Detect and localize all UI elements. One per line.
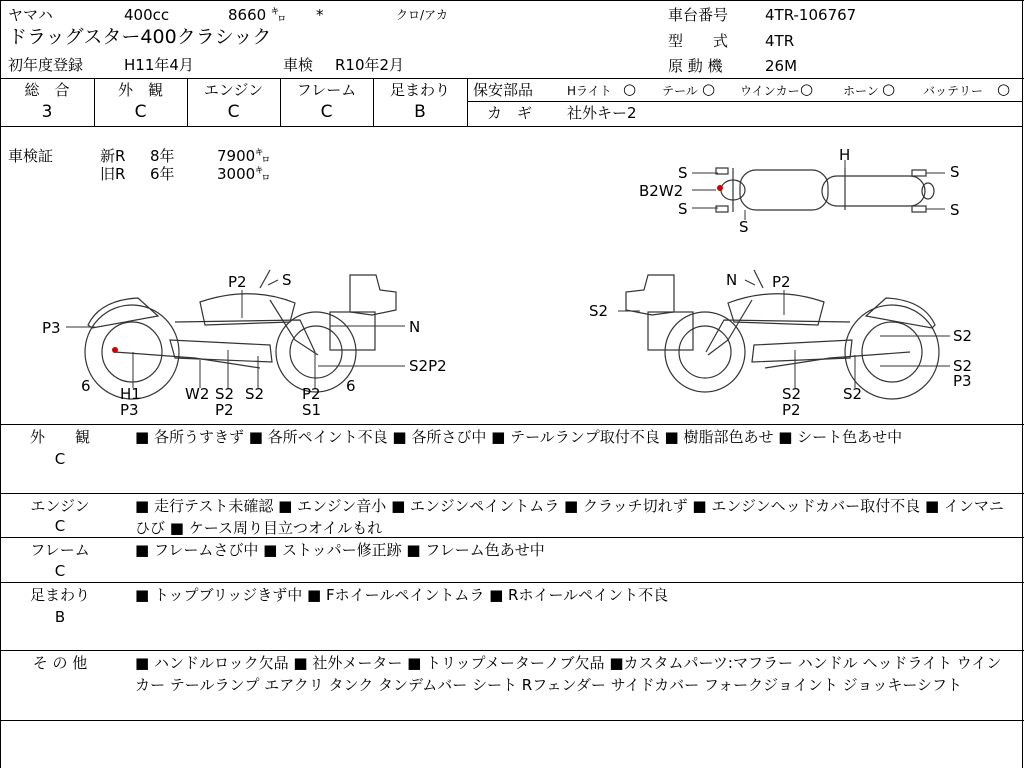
grade-exterior: C [134, 102, 147, 122]
section-engine-grade: C [54, 517, 66, 535]
displacement: 400cc [124, 6, 170, 24]
right-side-leader-lines [618, 280, 950, 388]
right-label-n: N [726, 271, 738, 289]
section-other-label: そ の 他 [32, 654, 88, 672]
left-label-p3: P3 [42, 319, 61, 337]
right-label-s2-rear: S2 [843, 385, 863, 403]
safety-ok-headlight: ○ [623, 80, 637, 98]
type-value: 4TR [765, 32, 795, 50]
safety-ok-horn: ○ [882, 80, 896, 98]
shaken-old-label: 旧R [100, 165, 126, 183]
left-label-s1: S1 [302, 401, 322, 419]
top-label-s4: S [950, 163, 960, 181]
left-label-6-rear: 6 [346, 377, 356, 395]
top-label-s2: B2W2 [639, 182, 684, 200]
top-view-leader-lines [692, 160, 945, 220]
grade-frame: C [320, 102, 333, 122]
right-label-s2-bottom: S2 [782, 385, 802, 403]
safety-ok-tail: ○ [702, 80, 716, 98]
left-label-p2-top: P2 [228, 273, 247, 291]
grade-header-engine: エンジン [203, 81, 264, 99]
left-label-p2-bottom: P2 [215, 401, 234, 419]
section-suspension-label: 足まわり [29, 586, 90, 604]
left-label-s2-a: S2 [215, 385, 235, 403]
left-label-p3-bottom: P3 [120, 401, 139, 419]
top-label-s3: S [678, 200, 688, 218]
right-label-s2-b: S2 [953, 357, 973, 375]
inspection-label: 車検 [283, 56, 314, 74]
right-label-p3: P3 [953, 372, 972, 390]
shaken-new-year: 8年 [150, 147, 175, 165]
left-label-s2-b: S2 [245, 385, 265, 403]
safety-ok-winker: ○ [800, 80, 814, 98]
type-label: 型 式 [668, 32, 729, 50]
mileage-mark: * [316, 6, 324, 24]
left-label-6-front: 6 [81, 377, 91, 395]
top-label-s1: S [678, 164, 688, 182]
right-label-s2-left: S2 [589, 302, 609, 320]
shaken-label: 車検証 [8, 147, 54, 165]
left-label-w2: W2 [185, 385, 210, 403]
safety-label: 保安部品 [473, 81, 534, 99]
section-frame-label: フレーム [30, 541, 90, 559]
right-label-p2-bottom: P2 [782, 401, 801, 419]
right-label-p2-top: P2 [772, 273, 791, 291]
top-view-motorcycle-icon [716, 168, 934, 212]
shaken-new-price: 7900㌔ [217, 147, 271, 165]
key-label: カ ギ [487, 104, 533, 122]
section-frame-text: ■ フレームさび中 ■ ストッパー修正跡 ■ フレーム色あせ中 [135, 541, 545, 559]
safety-item-headlight: Hライト [567, 84, 612, 98]
grade-header-frame: フレーム [296, 81, 357, 99]
left-label-n: N [409, 318, 421, 336]
model-name: ドラッグスター400クラシック [8, 26, 272, 48]
section-suspension-text: ■ トップブリッジきず中 ■ Fホイールペイントムラ ■ Rホイールペイント不良 [135, 586, 669, 604]
top-label-h: H [839, 146, 851, 164]
left-label-p2-rear: P2 [302, 385, 321, 403]
grade-header-total: 総 合 [24, 81, 70, 99]
top-label-s5: S [950, 201, 960, 219]
engine-value: 26M [765, 57, 798, 75]
left-side-leader-lines [66, 280, 405, 388]
damage-diagram [0, 130, 1024, 425]
left-label-s-top: S [282, 271, 292, 289]
section-exterior-grade: C [54, 450, 66, 468]
shaken-old-price: 3000㌔ [217, 165, 271, 183]
left-label-s2p2: S2P2 [409, 357, 447, 375]
right-label-s2-a: S2 [953, 327, 973, 345]
section-exterior-text: ■ 各所うすきず ■ 各所ペイント不良 ■ 各所さび中 ■ テールランプ取付不良 ■ 樹脂部色あせ ■ シート色あせ中 [135, 428, 903, 446]
top-label-s6: S [739, 218, 749, 236]
chassis-label: 車台番号 [668, 6, 729, 24]
grade-engine: C [227, 102, 240, 122]
inspection-value: R10年2月 [335, 56, 405, 74]
grade-header-suspension: 足まわり [389, 81, 450, 99]
chassis-value: 4TR-106767 [765, 6, 857, 24]
safety-item-tail: テール [662, 84, 698, 98]
grade-header-exterior: 外 観 [117, 81, 163, 99]
color: クロ/アカ [396, 8, 448, 22]
safety-ok-battery: ○ [997, 80, 1011, 98]
safety-item-winker: ウインカー [740, 84, 800, 98]
key-value: 社外キー2 [567, 104, 637, 122]
grade-total: 3 [41, 102, 53, 122]
section-frame-grade: C [54, 562, 66, 580]
section-other-text: ■ ハンドルロック欠品 ■ 社外メーター ■ トリップメーターノブ欠品 ■カスタムパーツ:マフラー ハンドル ヘッドライト ウインカー テールランプ エアクリ タンク タンデムバー シート Rフェンダー サイドカバー フォークジョイント ジョッキーシフト [135, 654, 1002, 694]
shaken-new-label: 新R [100, 147, 126, 165]
safety-item-horn: ホーン [843, 84, 879, 98]
first-reg-label: 初年度登録 [8, 56, 84, 74]
mileage: 8660 ㌔ [228, 6, 286, 24]
shaken-old-year: 6年 [150, 165, 175, 183]
engine-label: 原 動 機 [668, 57, 723, 75]
safety-item-battery: バッテリー [923, 84, 984, 98]
section-engine-text: ■ 走行テスト未確認 ■ エンジン音小 ■ エンジンペイントムラ ■ クラッチ切れず ■ エンジンヘッドカバー取付不良 ■ インマニひび ■ ケース周り目立つオイルもれ [135, 497, 1004, 537]
section-suspension-grade: B [54, 608, 66, 626]
section-exterior-label: 外 観 [29, 428, 90, 446]
maker: ヤマハ [8, 6, 53, 24]
section-engine-label: エンジン [30, 497, 90, 515]
left-label-h1: H1 [120, 385, 141, 403]
first-reg-value: H11年4月 [124, 56, 194, 74]
grade-suspension: B [414, 102, 426, 122]
